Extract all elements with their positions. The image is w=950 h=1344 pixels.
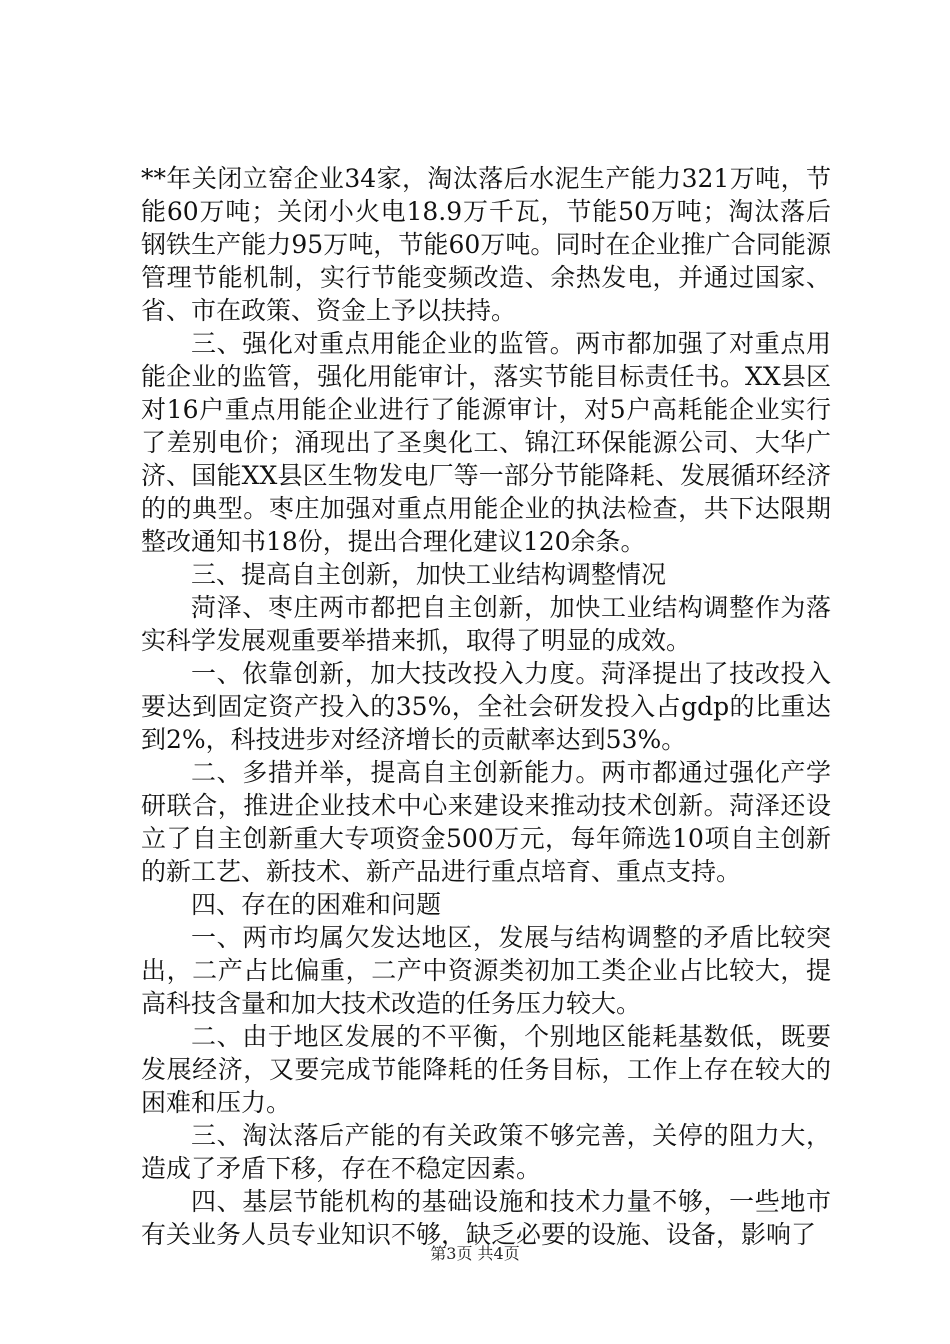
paragraph-6: 二、多措并举，提高自主创新能力。两市都通过强化产学研联合，推进企业技术中心来建设来推动技术创新。菏泽还设立了自主创新重大专项资金500万元，每年筛选10项自主创新的新工艺、新技术、新产品进行重点培育、重点支持。 [141,758,831,886]
paragraph-2: 三、强化对重点用能企业的监管。两市都加强了对重点用能企业的监管，强化用能审计，落实节能目标责任书。XX县区对16户重点用能企业进行了能源审计，对5户高耗能企业实行了差别电价；涌现出了圣奥化工、锦江环保能源公司、大华广济、国能XX县区生物发电厂等一部分节能降耗、发展循环经济的的典型。枣庄加强对重点用能企业的执法检查，共下达限期整改通知书18份，提出合理化建议120余条。 [141,329,831,556]
paragraph-1: **年关闭立窑企业34家，淘汰落后水泥生产能力321万吨，节能60万吨；关闭小火电18.9万千瓦，节能50万吨；淘汰落后钢铁生产能力95万吨，节能60万吨。同时在企业推广合同能源管理节能机制，实行节能变频改造、余热发电，并通过国家、省、市在政策、资金上予以扶持。 [141,164,831,325]
page-footer [0,1244,950,1264]
page-number: 第3页 共4页 [430,1244,520,1263]
paragraph-8: 一、两市均属欠发达地区，发展与结构调整的矛盾比较突出，二产占比偏重，二产中资源类初加工类企业占比较大，提高科技含量和加大技术改造的任务压力较大。 [141,923,831,1018]
paragraph-4: 菏泽、枣庄两市都把自主创新，加快工业结构调整作为落实科学发展观重要举措来抓，取得了明显的成效。 [141,593,831,655]
paragraph-10: 三、淘汰落后产能的有关政策不够完善，关停的阻力大，造成了矛盾下移，存在不稳定因素。 [141,1121,831,1183]
section-heading-3: 三、提高自主创新，加快工业结构调整情况 [191,560,667,589]
section-heading-4: 四、存在的困难和问题 [191,890,442,919]
paragraph-9: 二、由于地区发展的不平衡，个别地区能耗基数低，既要发展经济，又要完成节能降耗的任务目标，工作上存在较大的困难和压力。 [141,1022,831,1117]
document-body [141,162,831,1251]
paragraph-11: 四、基层节能机构的基础设施和技术力量不够，一些地市有关业务人员专业知识不够，缺乏必要的设施、设备，影响了 [141,1187,831,1249]
paragraph-5: 一、依靠创新，加大技改投入力度。菏泽提出了技改投入要达到固定资产投入的35%，全社会研发投入占gdp的比重达到2%，科技进步对经济增长的贡献率达到53%。 [141,659,831,754]
